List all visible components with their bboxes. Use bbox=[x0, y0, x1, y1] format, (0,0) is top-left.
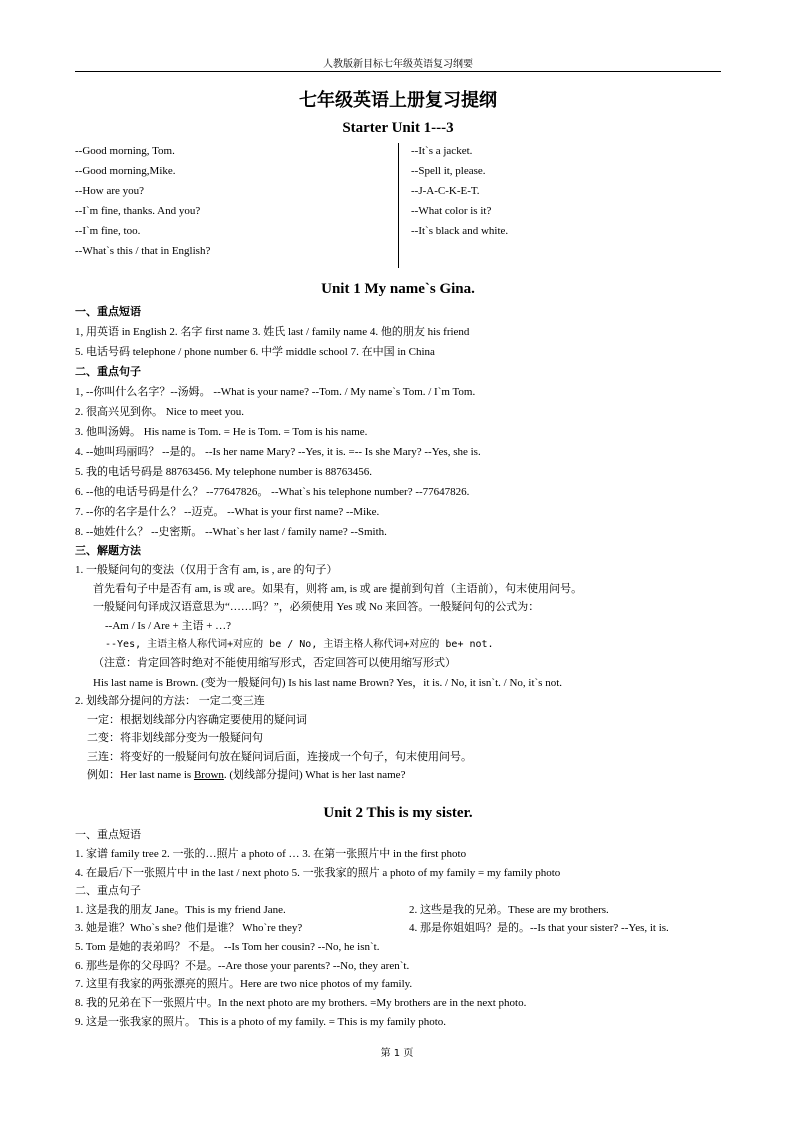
example-text: . (划线部分提问) What is her last name? bbox=[223, 769, 406, 781]
note-line: （注意：肯定回答时绝对不能使用缩写形式，否定回答可以使用缩写形式） bbox=[93, 657, 456, 669]
phrase-line: 1, 用英语 in English 2. 名字 first name 3. 姓氏 last / family name 4. 他的朋友 his friend bbox=[75, 326, 470, 338]
phrase-line: 4. 在最后/下一张照片中 in the last / next photo 5. 一张我家的照片 a photo of my family = my family photo bbox=[75, 867, 561, 879]
sentence-line: 2. 这些是我的兄弟。These are my brothers. bbox=[409, 904, 609, 916]
sentence-line: 4. --她叫玛丽吗？ --是的。 --Is her name Mary? --Yes, it is. =-- Is she Mary? --Yes, she is. bbox=[75, 446, 481, 458]
sentence-line: 3. 她是谁？Who`s she? 他们是谁？ Who`re they? bbox=[75, 922, 303, 934]
sentence-line: 5. 我的电话号码是 88763456. My telephone number is 88763456. bbox=[75, 466, 372, 478]
dialog-line: --I`m fine, too. bbox=[75, 225, 141, 237]
method-line: 2. 划线部分提问的方法： 一定二变三连 bbox=[75, 695, 265, 707]
formula-line: --Yes, 主语主格人称代词+对应的 be / No, 主语主格人称代词+对应的 be+ not. bbox=[105, 639, 494, 650]
sentence-line: 1. 这是我的朋友 Jane。This is my friend Jane. bbox=[75, 904, 286, 916]
sentence-line: 4. 那是你姐姐吗？是的。--Is that your sister? --Yes, it is. bbox=[409, 922, 669, 934]
sentence-line: 9. 这是一张我家的照片。 This is a photo of my family. = This is my family photo. bbox=[75, 1016, 447, 1028]
method-line: 1. 一般疑问句的变法（仅用于含有 am, is , are 的句子） bbox=[75, 564, 338, 576]
phrase-line: 1. 家谱 family tree 2. 一张的…照片 a photo of … 3. 在第一张照片中 in the first photo bbox=[75, 848, 467, 860]
example-text: 例如：Her last name is bbox=[87, 769, 194, 781]
example-line bbox=[87, 768, 405, 782]
unit1-heading: Unit 1 My name`s Gina. bbox=[321, 281, 475, 297]
section-heading: 二、重点句子 bbox=[75, 884, 141, 897]
unit2-heading: Unit 2 This is my sister. bbox=[323, 805, 473, 821]
section-heading: 一、重点短语 bbox=[75, 828, 141, 841]
sentence-line: 8. --她姓什么？ --史密斯。 --What`s her last / family name? --Smith. bbox=[75, 526, 387, 538]
dialog-line: --What`s this / that in English? bbox=[75, 245, 211, 257]
section-heading: 一、重点短语 bbox=[75, 305, 141, 318]
header-rule bbox=[75, 71, 721, 72]
column-divider bbox=[398, 143, 399, 268]
sentence-line: 1, --你叫什么名字？--汤姆。 --What is your name? --Tom. / My name`s Tom. / I`m Tom. bbox=[75, 386, 476, 398]
running-header: 人教版新目标七年级英语复习纲要 bbox=[323, 59, 473, 70]
example-line: His last name is Brown. (变为一般疑问句) Is his last name Brown? Yes，it is. / No, it isn`t. / No, it`s not. bbox=[93, 677, 563, 689]
dialog-line: --Good morning,Mike. bbox=[75, 165, 176, 177]
section-heading: 二、重点句子 bbox=[75, 365, 141, 378]
sentence-line: 8. 我的兄弟在下一张照片中。In the next photo are my brothers. =My brothers are in the next photo. bbox=[75, 997, 527, 1009]
sentence-line: 7. 这里有我家的两张漂亮的照片。Here are two nice photos of my family. bbox=[75, 978, 413, 990]
document-title: 七年级英语上册复习提纲 bbox=[299, 90, 497, 111]
sentence-line: 6. --他的电话号码是什么？ --77647826。 --What`s his telephone number? --77647826. bbox=[75, 486, 470, 498]
page-number: 第 1 页 bbox=[380, 1048, 414, 1059]
sentence-line: 3. 他叫汤姆。 His name is Tom. = He is Tom. = Tom is his name. bbox=[75, 426, 368, 438]
sentence-line: 7. --你的名字是什么？ --迈克。 --What is your first name? --Mike. bbox=[75, 506, 380, 518]
phrase-line: 5. 电话号码 telephone / phone number 6. 中学 middle school 7. 在中国 in China bbox=[75, 346, 435, 358]
sentence-line: 6. 那些是你的父母吗？不是。--Are those your parents? --No, they aren`t. bbox=[75, 960, 410, 972]
underlined-word: Brown bbox=[193, 769, 224, 781]
dialog-line: --What color is it? bbox=[411, 205, 492, 217]
dialog-line: --Spell it, please. bbox=[411, 165, 486, 177]
method-line: 三连：将变好的一般疑问句放在疑问词后面，连接成一个句子，句末使用问号。 bbox=[87, 751, 472, 763]
method-line: 二变：将非划线部分变为一般疑问句 bbox=[87, 732, 263, 744]
dialog-line: --I`m fine, thanks. And you? bbox=[75, 205, 201, 217]
dialog-line: --It`s a jacket. bbox=[411, 145, 473, 157]
section-heading: 三、解题方法 bbox=[75, 544, 141, 557]
dialog-line: --It`s black and white. bbox=[411, 225, 509, 237]
dialog-line: --Good morning, Tom. bbox=[75, 145, 175, 157]
formula-line: --Am / Is / Are + 主语 + …? bbox=[105, 620, 232, 632]
sentence-line: 5. Tom 是她的表弟吗？ 不是。 --Is Tom her cousin? --No, he isn`t. bbox=[75, 941, 380, 953]
sentence-line: 2. 很高兴见到你。 Nice to meet you. bbox=[75, 406, 244, 418]
dialog-line: --How are you? bbox=[75, 185, 145, 197]
method-line: 一般疑问句译成汉语意思为“……吗？”，必须使用 Yes 或 No 来回答。一般疑问句的公式为： bbox=[93, 601, 540, 613]
dialog-line: --J-A-C-K-E-T. bbox=[411, 185, 480, 197]
starter-heading: Starter Unit 1---3 bbox=[342, 120, 454, 136]
method-line: 首先看句子中是否有 am, is 或 are。如果有，则将 am, is 或 are 提前到句首（主语前），句末使用问号。 bbox=[93, 583, 583, 595]
method-line: 一定：根据划线部分内容确定要使用的疑问词 bbox=[87, 714, 307, 726]
